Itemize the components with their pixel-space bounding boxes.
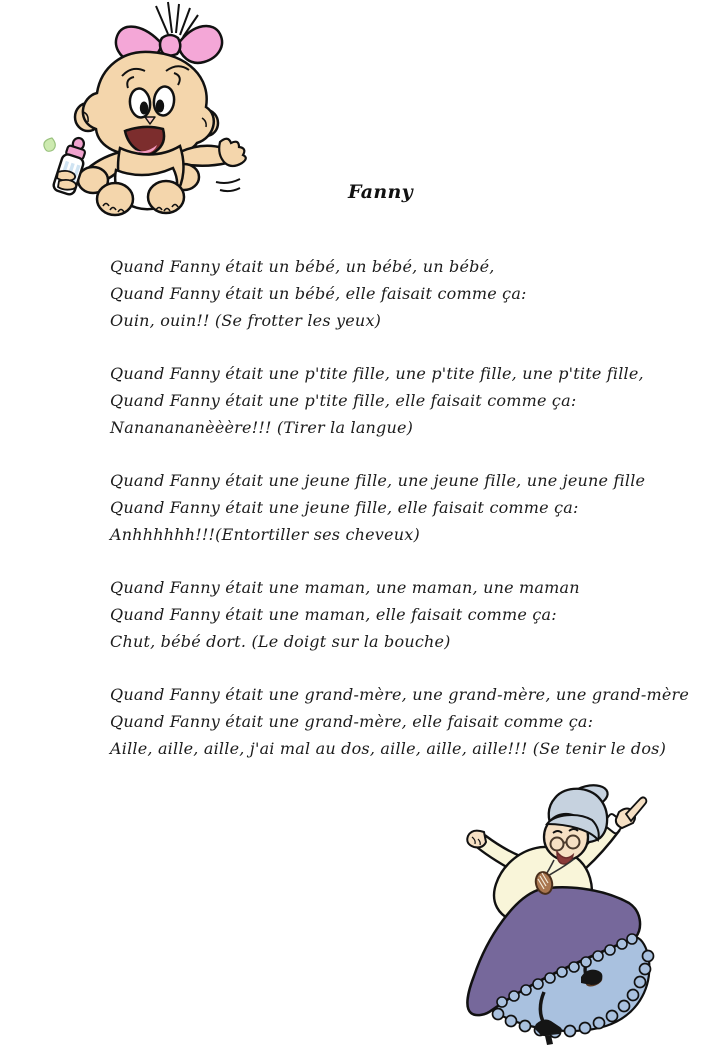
poem-line: Nananananèèère!!! (Tirer la langue) <box>110 418 414 437</box>
stanza-maman <box>110 574 689 655</box>
stanza-grand-mere <box>110 681 689 762</box>
poem-line: Quand Fanny était une grand-mère, une grand-mère, une grand-mère <box>110 685 690 704</box>
left-hand <box>467 831 486 848</box>
stanza-baby <box>110 253 689 334</box>
poem-line: Quand Fanny était une maman, une maman, une maman <box>110 578 580 597</box>
poem-line: Aille, aille, aille, j'ai mal au dos, aille, aille, aille!!! (Se tenir le dos) <box>110 739 667 758</box>
poem-line: Anhhhhhh!!!(Entortiller ses cheveux) <box>110 525 420 544</box>
poem-line: Quand Fanny était un bébé, elle faisait comme ça: <box>110 284 527 303</box>
poem-line: Quand Fanny était une p'tite fille, une p'tite fille, une p'tite fille, <box>110 364 644 383</box>
grandmother-illustration <box>440 780 725 1051</box>
poem-line: Quand Fanny était une jeune fille, une jeune fille, une jeune fille <box>110 471 646 490</box>
waving-hand <box>219 139 246 166</box>
poem-line: Quand Fanny était une maman, elle faisait comme ça: <box>110 605 557 624</box>
stanza-jeune-fille <box>110 467 689 548</box>
stanza-ptite-fille <box>110 360 689 441</box>
poem-line: Chut, bébé dort. (Le doigt sur la bouche) <box>110 632 451 651</box>
poem-line: Quand Fanny était une p'tite fille, elle faisait comme ça: <box>110 391 577 410</box>
poem-line: Quand Fanny était une jeune fille, elle faisait comme ça: <box>110 498 579 517</box>
poem-line: Ouin, ouin!! (Se frotter les yeux) <box>110 311 382 330</box>
page-title: Fanny <box>348 181 413 203</box>
droplet-icon <box>44 138 55 151</box>
poem-line: Quand Fanny était une grand-mère, elle faisait comme ça: <box>110 712 594 731</box>
song-lyrics <box>110 253 689 788</box>
poem-line: Quand Fanny était un bébé, un bébé, un bébé, <box>110 257 495 276</box>
baby-girl-illustration <box>30 0 260 230</box>
